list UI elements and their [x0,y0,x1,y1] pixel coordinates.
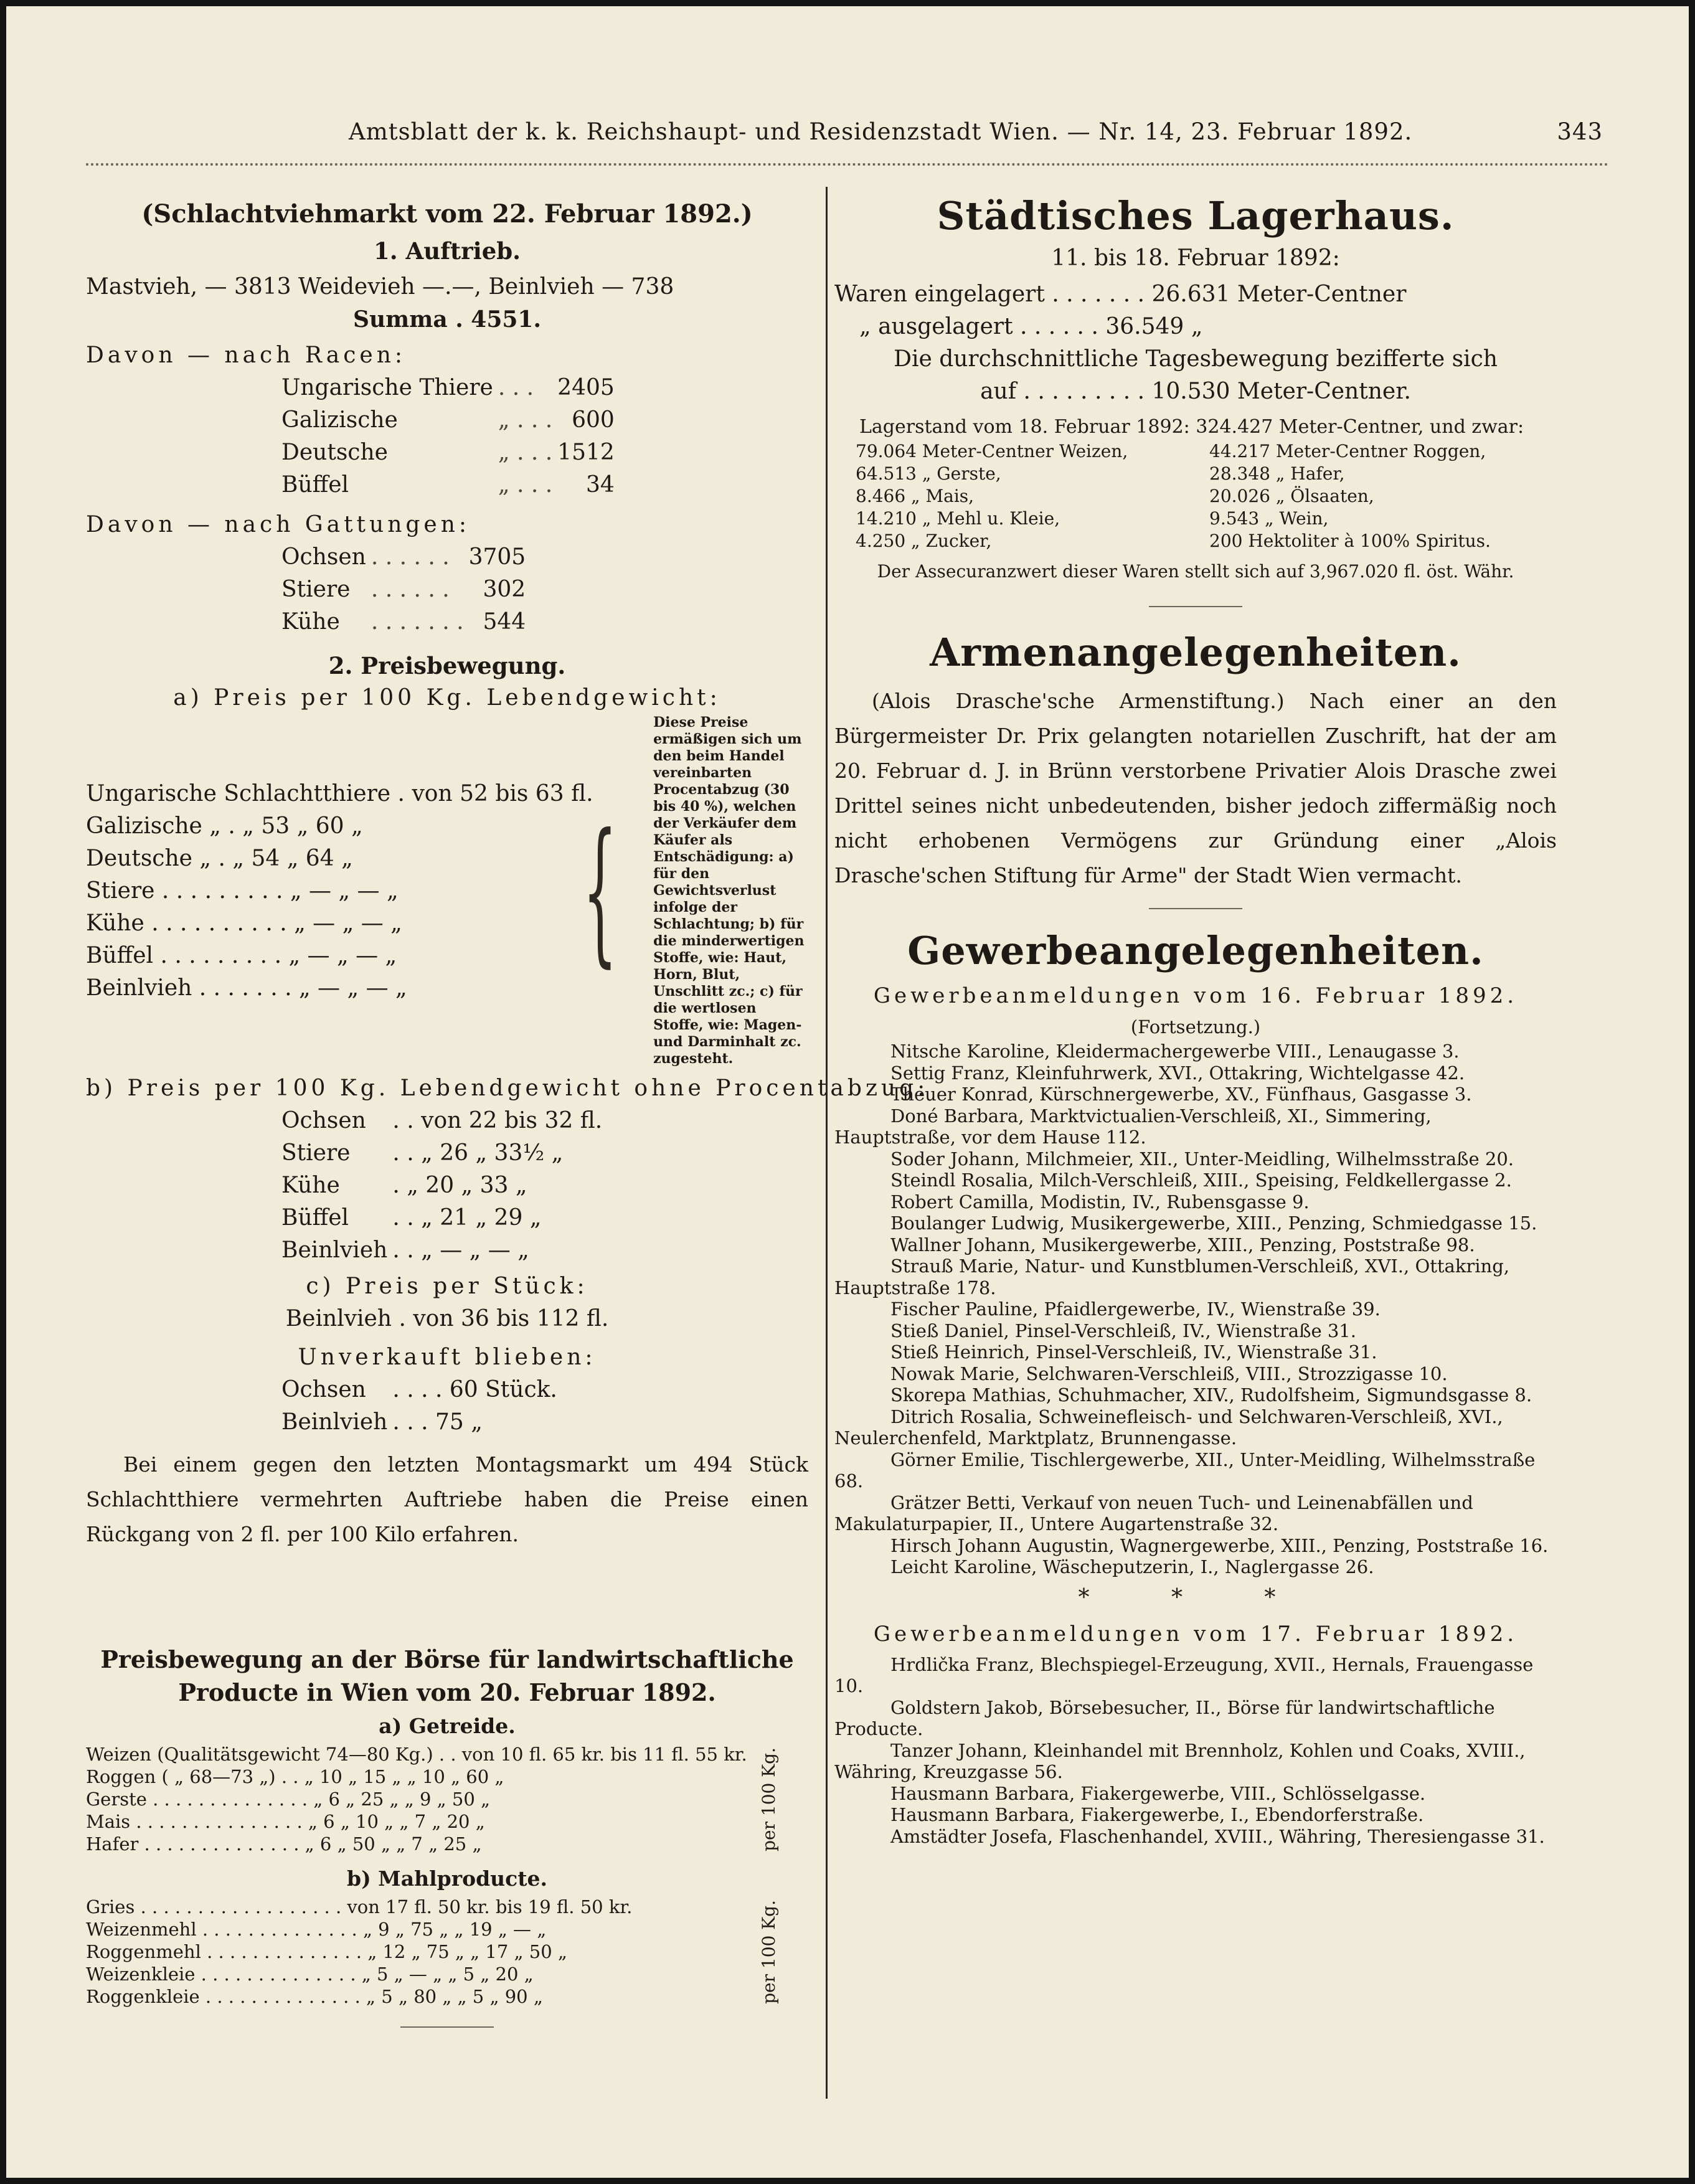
list-item: Gries . . . . . . . . . . . . . . . . . . von 17 fl. 50 kr. bis 19 fl. 50 kr. [86,1896,633,1917]
list-item: Soder Johann, Milchmeier, XII., Unter-Meidling, Wilhelmsstraße 20. [890,1148,1514,1170]
racen-table [279,372,617,501]
list-item: Stiere . . . . . . . . . „ — „ — „ [86,877,399,904]
summa: Summa . 4551. [352,306,541,333]
list-item: Büffel . . . . . . . . . „ — „ — „ [86,942,397,968]
list-item: Mais . . . . . . . . . . . . . . . „ 6 „ 10 „ „ 7 „ 20 „ [86,1811,485,1832]
list-item: Stieß Heinrich, Pinsel-Verschleiß, IV., Wienstraße 31. [890,1341,1377,1363]
list-item: Hrdlička Franz, Blechspiegel-Erzeugung, XVII., Hernals, Frauengasse 10. [834,1653,1534,1696]
davon-gattungen: Davon — nach Gattungen: [86,512,471,537]
closing-paragraph: Bei einem gegen den letzten Montagsmarkt um 494 Stück Schlachtthiere vermehrten Auftriebe haben die Preise einen Rückgang von 2 fl. per 100 Kilo erfahren. [86,1452,808,1546]
per-100kg-label: per 100 Kg. [758,1899,779,2004]
mahl-heading: b) Mahlproducte. [347,1866,547,1891]
running-header: Amtsblatt der k. k. Reichshaupt- und Residenzstadt Wien. — Nr. 14, 23. Februar 1892. [349,118,1413,145]
list-item: Theuer Konrad, Kürschnergewerbe, XV., Fünfhaus, Gasgasse 3. [890,1084,1472,1105]
list-item: Nitsche Karoline, Kleidermachergewerbe VIII., Lenaugasse 3. [890,1041,1460,1062]
entries-16 [834,1041,1557,1578]
column-rule [826,187,828,2099]
list-item: Doné Barbara, Marktvictualien-Verschleiß, XI., Simmering, Hauptstraße, vor dem Hause 112. [834,1105,1432,1148]
list-item: Goldstern Jakob, Börsebesucher, II., Börse für landwirtschaftliche Producte. [834,1696,1495,1739]
preis-b-heading: b) Preis per 100 Kg. Lebendgewicht ohne Procentabzug: [86,1075,929,1101]
list-item: Kühe . . . . . . . . . . „ — „ — „ [86,910,402,936]
getreide-heading: a) Getreide. [379,1714,516,1738]
header-rule [86,163,1609,166]
list-item: Hirsch Johann Augustin, Wagnergewerbe, XIII., Penzing, Poststraße 16. [890,1534,1549,1556]
entries-17 [834,1654,1557,1848]
table-row: 14.210 „ Mehl u. Kleie, 9.543 „ Wein, [856,508,1329,529]
list-item: Roggenkleie . . . . . . . . . . . . . . „ 5 „ 80 „ „ 5 „ 90 „ [86,1986,543,2007]
table-row: Beinlvieh . . „ — „ — „ [281,1237,529,1263]
table-row: 8.466 „ Mais, 20.026 „ Ölsaaten, [856,486,1374,506]
lagerhaus-title: Städtisches Lagerhaus. [937,193,1455,239]
list-item: Görner Emilie, Tischlergewerbe, XII., Unter-Meidling, Wilhelmsstraße 68. [834,1449,1536,1491]
stars-separator: * * * [1078,1584,1313,1610]
table-row: Kühe . . . . . . . 544 [281,609,526,635]
preis-a-block [86,714,808,1067]
page-number: 343 [1557,118,1603,145]
fortsetzung: (Fortsetzung.) [1130,1016,1261,1038]
armen-text: (Alois Drasche'sche Armenstiftung.) Nach einer an den Bürgermeister Dr. Prix gelangten notariellen Zuschrift, hat der am 20. Februar d. J. in Brünn verstorbene Privatier Alois Drasche zwei Drittel seines nicht unbedeutenden, bisher jedoch ziffermäßig noch nicht erhobenen Vermögens zur Gründung einer „Alois Drasche'schen Stiftung für Arme" der Stadt Wien vermacht. [834,689,1557,887]
right-column [834,187,1557,1847]
table-row: Kühe . „ 20 „ 33 „ [281,1173,527,1198]
list-item: Nowak Marie, Selchwaren-Verschleiß, VIII., Strozzigasse 10. [890,1363,1448,1384]
list-item: Beinlvieh . . . . . . . „ — „ — „ [86,975,407,1001]
table-row: 64.513 „ Gerste, 28.348 „ Hafer, [856,463,1345,484]
list-item: Boulanger Ludwig, Musikergewerbe, XIII., Penzing, Schmiedgasse 15. [890,1213,1537,1234]
davon-racen: Davon — nach Racen: [86,343,407,368]
list-item: Roggenmehl . . . . . . . . . . . . . . „ 12 „ 75 „ „ 17 „ 50 „ [86,1941,567,1962]
lagerstand: Lagerstand vom 18. Februar 1892: 324.427 Meter-Centner, und zwar: [859,416,1524,438]
preis-a-note: Diese Preise ermäßigen sich um den beim Handel vereinbarten Procentabzug (30 bis 40 %), welchen der Verkäufer dem Käufer als Entschädigung: a) für den Gewichtsverlust infolge der Schlachtung; b) für die minderwertigen Stoffe, wie: Haut, Horn, Blut, Unschlitt zc.; c) für die wertlosen Stoffe, wie: Magen- und Darminhalt zc. zugesteht. [653,714,805,1067]
preis-a-list [86,778,593,1005]
list-item: Wallner Johann, Musikergewerbe, XIII., Penzing, Poststraße 98. [890,1234,1475,1255]
list-item: Stieß Daniel, Pinsel-Verschleiß, IV., Wienstraße 31. [890,1320,1356,1341]
list-item: Weizen (Qualitätsgewicht 74—80 Kg.) . . von 10 fl. 65 kr. bis 11 fl. 55 kr. [86,1744,747,1765]
list-item: Gerste . . . . . . . . . . . . . . „ 6 „ 25 „ „ 9 „ 50 „ [86,1789,491,1810]
list-item: Hausmann Barbara, Fiakergewerbe, VIII., Schlösselgasse. [890,1782,1426,1804]
market-title: (Schlachtviehmarkt vom 22. Februar 1892.) [141,199,753,229]
lager-table [853,440,1493,552]
gattungen-table [279,541,528,638]
list-item: Hausmann Barbara, Fiakergewerbe, I., Ebendorferstraße. [890,1804,1424,1825]
armen-title: Armenangelegenheiten. [930,630,1461,675]
list-item: Hafer . . . . . . . . . . . . . . „ 6 „ 50 „ „ 7 „ 25 „ [86,1833,482,1855]
list-item: Settig Franz, Kleinfuhrwerk, XVI., Ottakring, Wichtelgasse 42. [890,1062,1465,1084]
list-item: Ungarische Schlachtthiere . von 52 bis 63 fl. [86,780,593,806]
list-item: Fischer Pauline, Pfaidlergewerbe, IV., Wienstraße 39. [890,1298,1381,1320]
ausgelagert: „ ausgelagert . . . . . . 36.549 „ [859,314,1203,339]
anmeldungen-16: Gewerbeanmeldungen vom 16. Februar 1892. [873,983,1518,1008]
getreide-block [86,1743,808,1855]
unverkauft-table [279,1374,560,1439]
table-row: Ungarische Thiere . . . 2405 [281,375,615,400]
preis-a-heading: a) Preis per 100 Kg. Lebendgewicht: [173,685,721,711]
mahl-list [86,1896,758,2008]
assecuranzwert: Der Assecuranzwert dieser Waren stellt sich auf 3,967.020 fl. öst. Währ. [877,561,1514,582]
list-item: Galizische „ . „ 53 „ 60 „ [86,813,363,839]
table-row: Ochsen . . . . . . 3705 [281,544,526,570]
eingelagert: Waren eingelagert . . . . . . . 26.631 Meter-Centner [834,281,1407,307]
gewerbe-title: Gewerbeangelegenheiten. [907,928,1484,973]
table-row: Stiere . . . . . . 302 [281,577,526,602]
auftrieb-heading: 1. Auftrieb. [374,237,521,265]
list-item: Strauß Marie, Natur- und Kunstblumen-Verschleiß, XVI., Ottakring, Hauptstraße 178. [834,1255,1510,1298]
preis-c-heading: c) Preis per Stück: [306,1274,588,1299]
table-row: Galizische „ . . . 600 [281,407,615,433]
preis-c-row: Beinlvieh . von 36 bis 112 fl. [285,1306,609,1331]
divider [400,2026,494,2028]
list-item: Leicht Karoline, Wäscheputzerin, I., Naglergasse 26. [890,1556,1374,1577]
list-item: Robert Camilla, Modistin, IV., Rubensgasse 9. [890,1191,1310,1213]
boerse-title-2: Producte in Wien vom 20. Februar 1892. [178,1678,716,1706]
left-column [86,187,929,2028]
table-row: Ochsen . . . . 60 Stück. [281,1377,557,1402]
preis-heading: 2. Preisbewegung. [328,652,566,679]
anmeldungen-17: Gewerbeanmeldungen vom 17. Februar 1892. [873,1621,1518,1647]
getreide-list [86,1743,758,1855]
list-item: Weizenkleie . . . . . . . . . . . . . . „ 5 „ — „ „ 5 „ 20 „ [86,1964,534,1985]
preis-b-table [279,1105,605,1267]
list-item: Roggen ( „ 68—73 „) . . „ 10 „ 15 „ „ 10 „ 60 „ [86,1766,504,1787]
list-item: Grätzer Betti, Verkauf von neuen Tuch- und Leinenabfällen und Makulaturpapier, II., Untere Augartenstraße 32. [834,1491,1473,1534]
table-row: Beinlvieh . . . 75 „ [281,1409,483,1435]
divider [1149,606,1242,607]
per-100kg-label: per 100 Kg. [758,1747,779,1851]
tagesbewegung-1: Die durchschnittliche Tagesbewegung bezifferte sich [894,346,1498,372]
table-row: Büffel . . „ 21 „ 29 „ [281,1205,542,1231]
table-row: Stiere . . „ 26 „ 33½ „ [281,1140,564,1166]
table-row: Ochsen . . von 22 bis 32 fl. [281,1108,603,1133]
brace-icon: { [582,800,618,981]
list-item: Weizenmehl . . . . . . . . . . . . . . „ 9 „ 75 „ „ 19 „ — „ [86,1919,547,1940]
boerse-title-1: Preisbewegung an der Börse für landwirtschaftliche [100,1645,794,1673]
table-row: 79.064 Meter-Centner Weizen, 44.217 Meter-Centner Roggen, [856,441,1486,461]
list-item: Ditrich Rosalia, Schweinefleisch- und Selchwaren-Verschleiß, XVI., Neulerchenfeld, Marktplatz, Brunnengasse. [834,1406,1503,1449]
unverkauft-heading: Unverkauft blieben: [298,1345,597,1370]
table-row: Deutsche „ . . . 1512 [281,440,615,465]
list-item: Amstädter Josefa, Flaschenhandel, XVIII., Währing, Theresiengasse 31. [890,1825,1545,1847]
list-item: Steindl Rosalia, Milch-Verschleiß, XIII., Speising, Feldkellergasse 2. [890,1170,1512,1191]
lagerhaus-date: 11. bis 18. Februar 1892: [1051,245,1340,271]
tagesbewegung-2: auf . . . . . . . . . 10.530 Meter-Centner. [980,379,1411,404]
list-item: Tanzer Johann, Kleinhandel mit Brennholz, Kohlen und Coaks, XVIII., Währing, Kreuzgasse 56. [834,1739,1526,1782]
auftrieb-line: Mastvieh, — 3813 Weidevieh —.—, Beinlvieh — 738 [86,274,674,300]
table-row: Büffel „ . . . 34 [281,472,615,498]
divider [1149,908,1242,909]
mahl-block [86,1896,808,2008]
list-item: Skorepa Mathias, Schuhmacher, XIV., Rudolfsheim, Sigmundsgasse 8. [890,1384,1532,1406]
list-item: Deutsche „ . „ 54 „ 64 „ [86,845,353,871]
table-row: 4.250 „ Zucker, 200 Hektoliter à 100% Spiritus. [856,531,1491,551]
